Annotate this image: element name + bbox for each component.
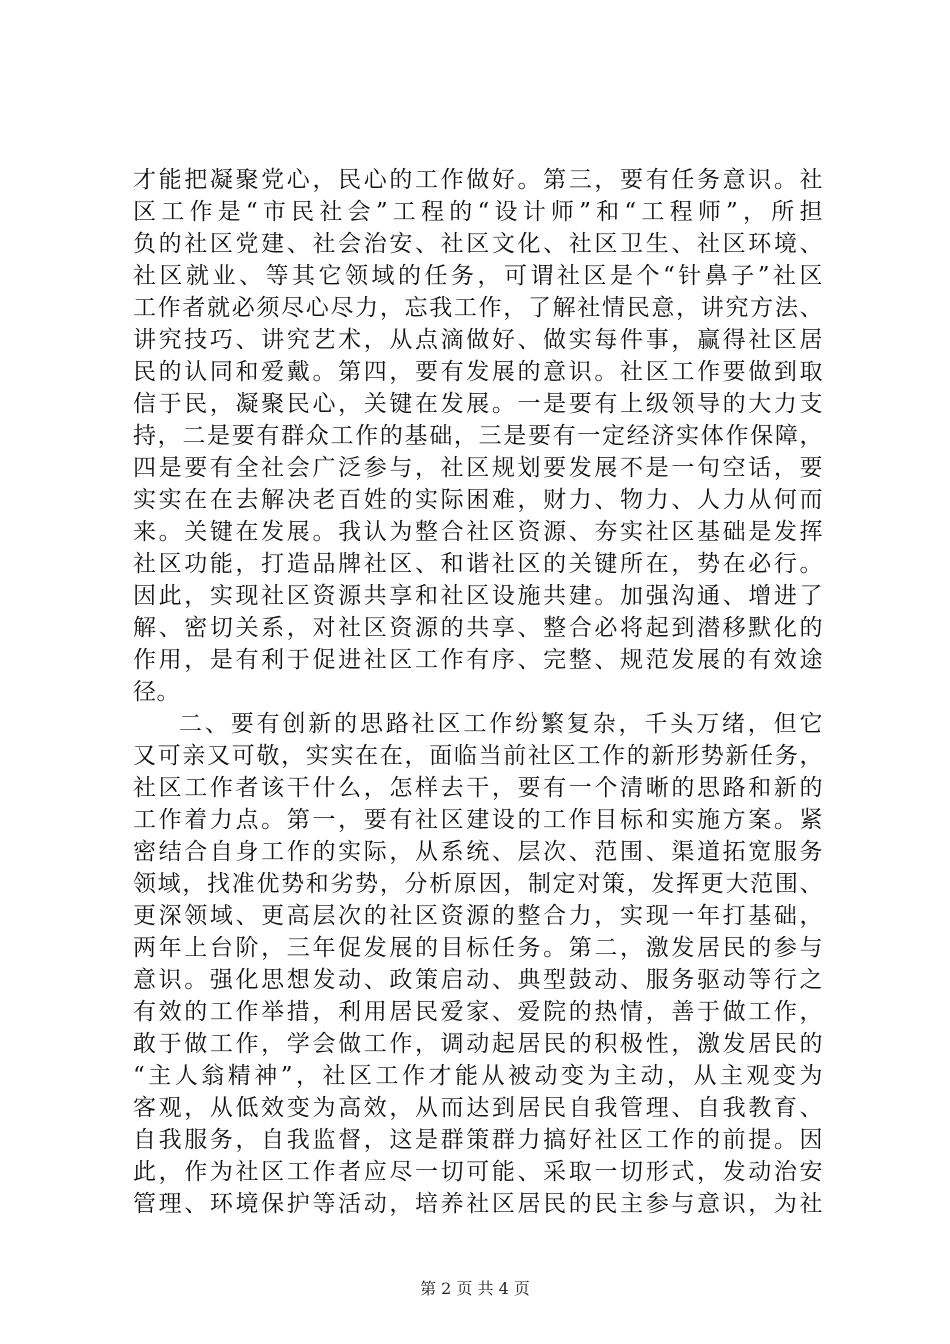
text-line: 讲究技巧、讲究艺术，从点滴做好、做实每件事，赢得社区居 xyxy=(133,327,823,353)
text-line: 自我服务，自我监督，这是群策群力搞好社区工作的前提。因 xyxy=(133,1127,823,1153)
text-line: 客观，从低效变为高效，从而达到居民自我管理、自我教育、 xyxy=(133,1095,823,1121)
text-line: 工作者就必须尽心尽力，忘我工作，了解社情民意，讲究方法、 xyxy=(133,295,823,321)
text-line: 社区工作者该干什么，怎样去干，要有一个清晰的思路和新的 xyxy=(133,775,823,801)
text-line: “主人翁精神”，社区工作才能从被动变为主动，从主观变为 xyxy=(133,1063,823,1089)
text-line: 来。关键在发展。我认为整合社区资源、夯实社区基础是发挥 xyxy=(133,519,823,545)
text-line: 意识。强化思想发动、政策启动、典型鼓动、服务驱动等行之 xyxy=(133,967,823,993)
text-line: 解、密切关系，对社区资源的共享、整合必将起到潜移默化的 xyxy=(133,615,823,641)
text-line: 管理、环境保护等活动，培养社区居民的民主参与意识，为社 xyxy=(133,1191,823,1217)
text-line: 密结合自身工作的实际，从系统、层次、范围、渠道拓宽服务 xyxy=(133,839,823,865)
text-line: 民的认同和爱戴。第四，要有发展的意识。社区工作要做到取 xyxy=(133,359,823,385)
text-line: 更深领域、更高层次的社区资源的整合力，实现一年打基础， xyxy=(133,903,823,929)
text-line: 区工作是“市民社会”工程的“设计师”和“工程师”，所担 xyxy=(133,199,823,225)
text-line: 径。 xyxy=(133,679,180,705)
text-line: 信于民，凝聚民心，关键在发展。一是要有上级领导的大力支 xyxy=(133,391,823,417)
text-line: 四是要有全社会广泛参与，社区规划要发展不是一句空话，要 xyxy=(133,455,823,481)
text-line: 负的社区党建、社会治安、社区文化、社区卫生、社区环境、 xyxy=(133,231,823,257)
text-line: 作用，是有利于促进社区工作有序、完整、规范发展的有效途 xyxy=(133,647,823,673)
text-line: 社区就业、等其它领域的任务，可谓社区是个“针鼻子”社区 xyxy=(133,263,823,289)
text-line: 才能把凝聚党心，民心的工作做好。第三，要有任务意识。社 xyxy=(133,167,823,193)
page-footer: 第 2 页 共 4 页 xyxy=(420,1279,530,1298)
text-line: 社区功能，打造品牌社区、和谐社区的关键所在，势在必行。 xyxy=(133,551,823,577)
text-line: 有效的工作举措，利用居民爱家、爱院的热情，善于做工作， xyxy=(133,999,823,1025)
text-line: 此，作为社区工作者应尽一切可能、采取一切形式，发动治安 xyxy=(133,1159,823,1185)
text-lines xyxy=(133,164,823,1220)
text-line: 领域，找准优势和劣势，分析原因，制定对策，发挥更大范围、 xyxy=(133,871,823,897)
text-line: 又可亲又可敬，实实在在，面临当前社区工作的新形势新任务， xyxy=(133,743,823,769)
text-line: 因此，实现社区资源共享和社区设施共建。加强沟通、增进了 xyxy=(133,583,823,609)
text-line: 实实在在去解决老百姓的实际困难，财力、物力、人力从何而 xyxy=(133,487,823,513)
text-line: 工作着力点。第一，要有社区建设的工作目标和实施方案。紧 xyxy=(133,807,823,833)
text-line: 两年上台阶，三年促发展的目标任务。第二，激发居民的参与 xyxy=(133,935,823,961)
text-line: 敢于做工作，学会做工作，调动起居民的积极性，激发居民的 xyxy=(133,1031,823,1057)
text-line: 持，二是要有群众工作的基础，三是要有一定经济实体作保障， xyxy=(133,423,823,449)
text-line: 二、要有创新的思路社区工作纷繁复杂，千头万绪，但它 xyxy=(179,711,823,737)
document-body xyxy=(133,164,823,1220)
